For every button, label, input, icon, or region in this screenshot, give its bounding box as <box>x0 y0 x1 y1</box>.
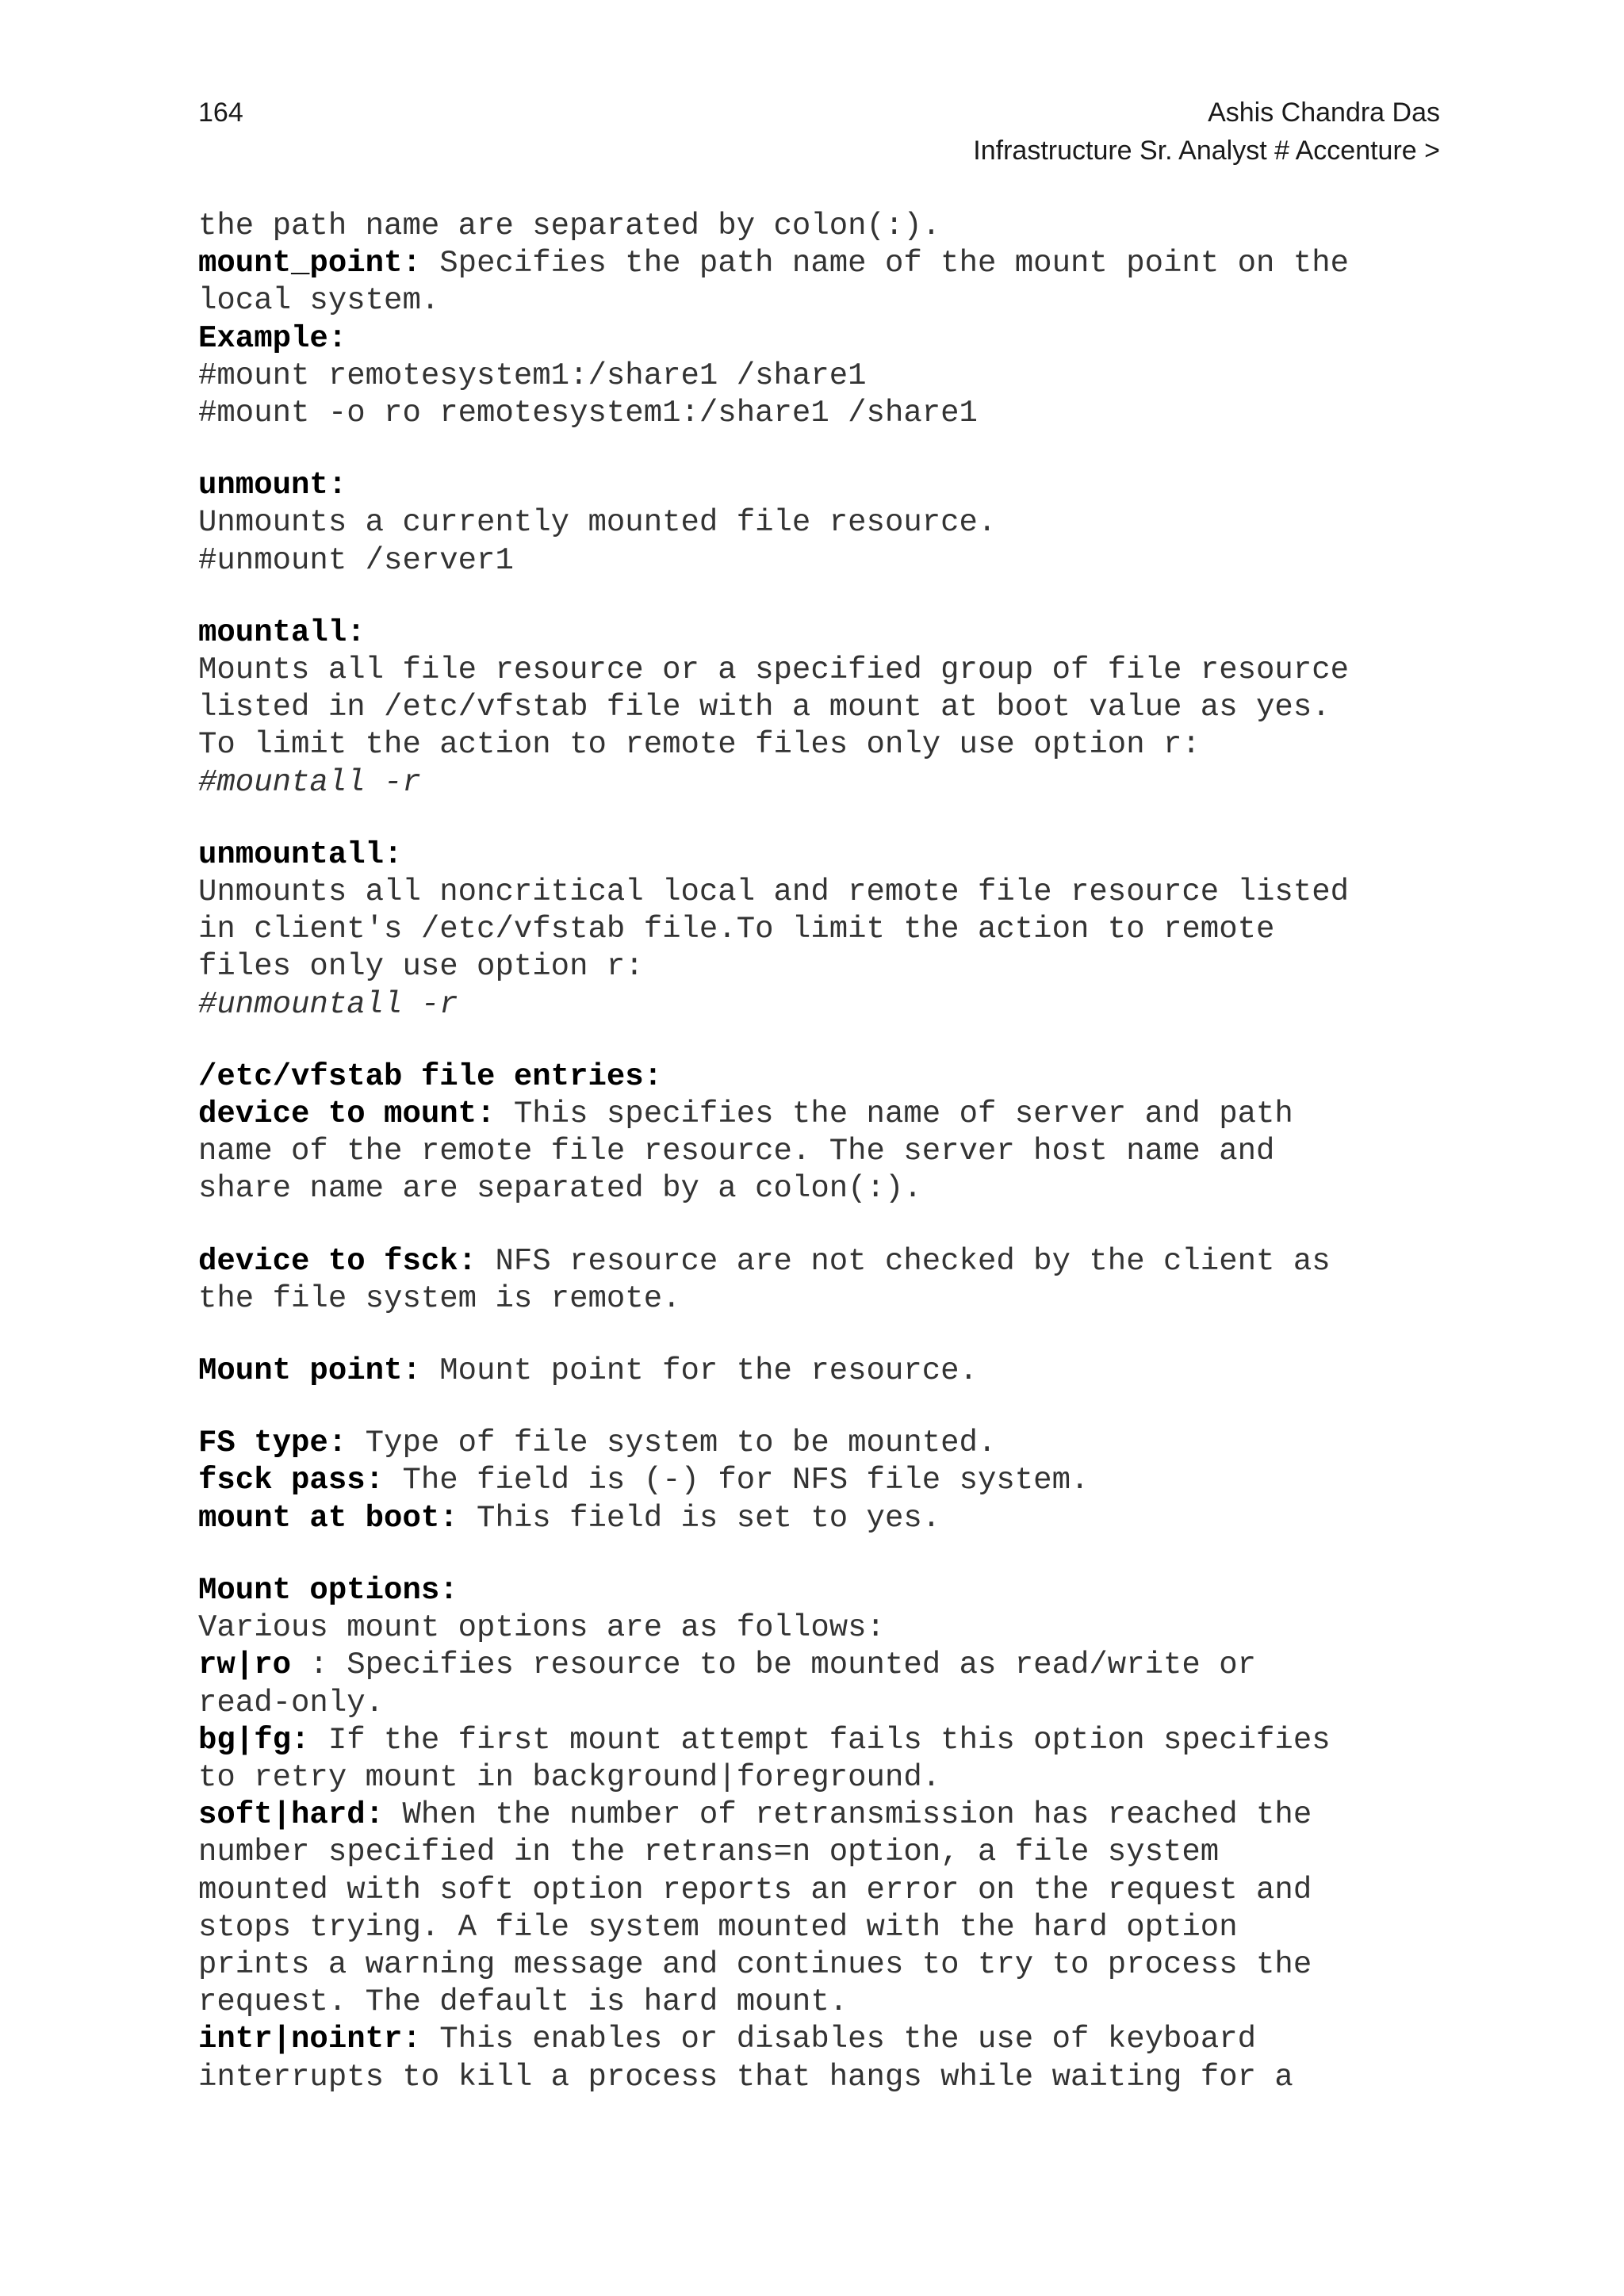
command-example: #mount remotesystem1:/share1 /share1 <box>198 358 867 393</box>
text-line: To limit the action to remote files only use option r: <box>198 727 1201 763</box>
definition-mount-point <box>198 245 1451 282</box>
term-label: FS type: <box>198 1425 347 1461</box>
text-line: the file system is remote. <box>198 1280 681 1316</box>
definition-text: When the number of retransmission has reached the <box>384 1797 1312 1833</box>
text-line: prints a warning message and continues to try to process the <box>198 1946 1312 1982</box>
mount-options-section <box>198 1572 1451 2096</box>
section-heading: Mount options: <box>198 1572 458 1608</box>
term-label: mount_point: <box>198 246 421 281</box>
command-example: #mountall -r <box>198 764 421 800</box>
section-heading: unmount: <box>198 468 347 503</box>
text-line: Mounts all file resource or a specified group of file resource <box>198 652 1350 688</box>
vfstab-fields-section <box>198 1425 1451 1537</box>
section-heading: mountall: <box>198 614 366 650</box>
command-example: #mount -o ro remotesystem1:/share1 /share1 <box>198 396 978 431</box>
definition-fsck-pass <box>198 1462 1451 1499</box>
definition-text: This field is set to yes. <box>458 1500 941 1536</box>
page-number: 164 <box>198 98 243 128</box>
definition-bg-fg <box>198 1722 1451 1759</box>
mountall-section <box>198 614 1451 802</box>
text-line: in client's /etc/vfstab file.To limit the action to remote <box>198 912 1275 947</box>
definition-text: Type of file system to be mounted. <box>347 1425 997 1461</box>
text-line: the path name are separated by colon(:). <box>198 209 941 243</box>
definition-text: Mount point for the resource. <box>420 1353 978 1389</box>
unmount-section <box>198 467 1451 580</box>
text-line: name of the remote file resource. The server host name and <box>198 1134 1275 1169</box>
text-line: stops trying. A file system mounted with the hard option <box>198 1909 1238 1945</box>
term-label: device to fsck: <box>198 1243 477 1279</box>
example-label: Example: <box>198 320 347 356</box>
command-example: #unmount /server1 <box>198 542 514 578</box>
author-title: Infrastructure Sr. Analyst # Accenture > <box>973 136 1440 166</box>
command-example: #unmountall -r <box>198 986 458 1022</box>
definition-device-to-mount <box>198 1096 1451 1133</box>
definition-device-to-fsck <box>198 1243 1451 1280</box>
text-line: interrupts to kill a process that hangs while waiting for a <box>198 2059 1293 2095</box>
definition-rw-ro <box>198 1647 1451 1684</box>
text-line: listed in /etc/vfstab file with a mount at boot value as yes. <box>198 690 1331 725</box>
definition-intr-nointr <box>198 2021 1451 2058</box>
unmountall-section <box>198 836 1451 1024</box>
definition-text: If the first mount attempt fails this option specifies <box>309 1722 1331 1758</box>
section-heading: unmountall: <box>198 836 403 872</box>
section-heading: /etc/vfstab file entries: <box>198 1058 663 1094</box>
intro-section <box>198 208 1451 432</box>
text-line: mounted with soft option reports an error on the request and <box>198 1872 1312 1908</box>
text-line: Various mount options are as follows: <box>198 1610 885 1646</box>
text-line: share name are separated by a colon(:). <box>198 1171 922 1207</box>
term-label: device to mount: <box>198 1096 496 1132</box>
definition-text: NFS resource are not checked by the client as <box>477 1243 1331 1279</box>
text-line: Unmounts a currently mounted file resource. <box>198 505 997 541</box>
text-line: number specified in the retrans=n option, a file system <box>198 1835 1220 1870</box>
text-line: Unmounts all noncritical local and remote file resource listed <box>198 874 1350 910</box>
text-line: to retry mount in background|foreground. <box>198 1759 941 1795</box>
document-body <box>198 208 1451 2131</box>
definition-text: This specifies the name of server and path <box>495 1096 1293 1132</box>
term-label: Mount point: <box>198 1353 421 1389</box>
term-label: rw|ro <box>198 1647 292 1683</box>
text-line: request. The default is hard mount. <box>198 1984 848 2020</box>
definition-text: The field is (-) for NFS file system. <box>384 1463 1090 1498</box>
definition-mount-point <box>198 1353 1451 1390</box>
definition-text: Specifies the path name of the mount point on the <box>420 246 1350 281</box>
vfstab-mount-point-section <box>198 1353 1451 1390</box>
text-line: read-only. <box>198 1685 385 1720</box>
author-name: Ashis Chandra Das <box>1208 98 1440 128</box>
term-label: intr|nointr: <box>198 2022 421 2057</box>
vfstab-device-to-mount-section <box>198 1058 1451 1208</box>
definition-soft-hard <box>198 1797 1451 1834</box>
definition-text: : Specifies resource to be mounted as read/write or <box>291 1647 1257 1683</box>
term-label: soft|hard: <box>198 1797 385 1833</box>
definition-text: This enables or disables the use of keyboard <box>420 2022 1257 2057</box>
text-line: local system. <box>198 283 440 319</box>
definition-mount-at-boot <box>198 1500 1451 1537</box>
term-label: bg|fg: <box>198 1722 310 1758</box>
vfstab-device-to-fsck-section <box>198 1243 1451 1318</box>
term-label: mount at boot: <box>198 1500 458 1536</box>
text-line: files only use option r: <box>198 949 644 985</box>
term-label: fsck pass: <box>198 1463 385 1498</box>
definition-fs-type <box>198 1425 1451 1462</box>
